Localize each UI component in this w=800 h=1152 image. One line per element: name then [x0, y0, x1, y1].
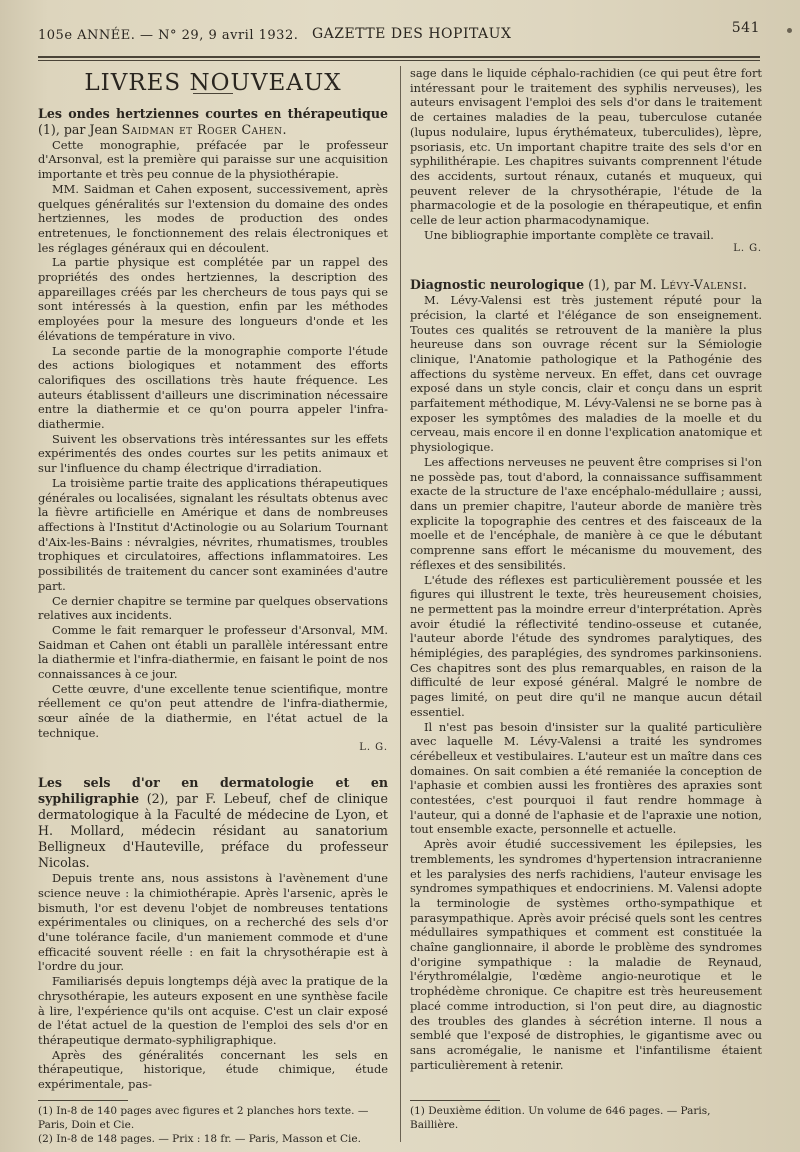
- article-heading: [38, 775, 388, 871]
- column-divider: [400, 66, 401, 1142]
- issue-line: 105e ANNÉE. — N° 29, 9 avril 1932.: [38, 28, 299, 43]
- signature: L. G.: [733, 243, 762, 255]
- footnote: (2) In-8 de 148 pages. — Prix : 18 fr. — Paris, Masson et Cie.: [38, 1133, 361, 1145]
- paragraph: Après des généralités concernant les sels en thérapeutique, historique, étude chimique, étude expérimentale, pas-: [38, 1047, 388, 1092]
- paragraph: La partie physique est complétée par un rappel des propriétés des ondes hertziennes, la description des appareillages créés par les chercheurs de tous pays qui se sont intéressés à la question, enfin par les méthodes employées pour la mesure des longueurs d'onde et les élévations de température in vivo.: [38, 255, 388, 343]
- paragraph: Ce dernier chapitre se termine par quelques observations relatives aux incidents.: [38, 593, 388, 623]
- left-column: [38, 66, 388, 1092]
- article-author: Lévy-Valensi.: [660, 277, 748, 293]
- journal-name: GAZETTE DES HOPITAUX: [312, 26, 512, 42]
- footnote: (1) In-8 de 140 pages avec figures et 2 planches hors texte. — Paris, Doin et Cie.: [38, 1105, 369, 1131]
- article-authors: Saidman et Roger Cahen.: [121, 121, 287, 137]
- paragraph: Les affections nerveuses ne peuvent être comprises si l'on ne possède pas, tout d'abord, la connaissance suffisamment exacte de la structure de l'axe encéphalo-médullaire ; aussi, dans un premier chapitre, l'auteur aborde de manière très explicite la topographie des centres et des faisceaux de la moelle et de l'encéphale, de manière à ce que le débutant comprenne sans effort le mécanisme du mouvement, des réflexes et des sensibilités.: [410, 454, 762, 572]
- paragraph: Une bibliographie importante complète ce travail.: [424, 227, 714, 242]
- article-byline: par Jean: [63, 121, 122, 137]
- paragraph: MM. Saidman et Cahen exposent, successivement, après quelques généralités sur l'extension du domaine des ondes hertziennes, les modes de production des ondes entretenues, le fonctionnement des relais électroniques et les réglages généraux qui en découlent.: [38, 181, 388, 255]
- paragraph: La troisième partie traite des applications thérapeutiques générales ou localisées, signalant les résultats obtenus avec la fièvre artificielle en Amérique et dans de nombreuses affections à l'Institut d'Actinologie ou au Solarium Tournant d'Aix-les-Bains : névralgies, névrites, rhumatismes, troubles trophiques et circulatoires, affections inflammatoires. Les possibilités de traitement du cancer sont examinées d'autre part.: [38, 475, 388, 593]
- header-rule: [38, 56, 760, 58]
- paragraph: Comme le fait remarquer le professeur d'Arsonval, MM. Saidman et Cahen ont établi un parallèle intéressant entre la diathermie et l'infra-diathermie, en faisant le point de nos connaissances à ce jour.: [38, 622, 388, 682]
- footnote-rule: [38, 1100, 128, 1101]
- article-byline: par M.: [613, 277, 661, 293]
- article-heading: [410, 277, 762, 293]
- paragraph: La seconde partie de la monographie comporte l'étude des actions biologiques et notamment des efforts calorifiques des oscillations très haute fréquence. Les auteurs établissent d'ailleurs une discrimination nécessaire entre la diathermie et ce qu'on pourra appeler l'infra-diathermie.: [38, 343, 388, 432]
- page-header: [38, 18, 760, 46]
- signature: L. G.: [359, 741, 388, 753]
- article-heading: [38, 106, 388, 138]
- right-column: [410, 66, 762, 1072]
- page-number: 541: [731, 20, 760, 36]
- footnote-ref: (1),: [38, 121, 64, 137]
- footnotes-left: [38, 1104, 388, 1146]
- paragraph: Cette monographie, préfacée par le professeur d'Arsonval, est la première qui paraisse sur une acquisition importante et très peu connue de la physiothérapie.: [38, 137, 388, 182]
- section-title: LIVRES NOUVEAUX: [84, 70, 342, 96]
- footnote: (1) Deuxième édition. Un volume de 646 pages. — Paris, Baillière.: [410, 1105, 711, 1131]
- paragraph: Depuis trente ans, nous assistons à l'avènement d'une science neuve : la chimiothérapie. Après l'arsenic, après le bismuth, l'or est devenu l'objet de nombreuses tentations expérimentales ou cliniques, on a recherché des sels d'or d'une tolérance facile, d'un maniement commode et d'une efficacité souvent réelle : en fait la chrysothérapie est à l'ordre du jour.: [38, 871, 388, 974]
- paragraph: M. Lévy-Valensi est très justement réputé pour la précision, la clarté et l'élégance de son enseignement. Toutes ces qualités se retrouvent de la manière la plus heureuse dans son ouvrage récent sur la Sémiologie clinique, l'Anatomie pathologique et la Pathogénie des affections du système nerveux. En effet, dans cet ouvrage exposé dans un style concis, clair et conçu dans un esprit parfaitement méthodique, M. Lévy-Valensi ne se borne pas à exposer les symptômes des maladies de la moelle et du cerveau, mais encore il en donne l'explication anatomique et physiologique.: [410, 293, 762, 455]
- paragraph: Familiarisés depuis longtemps déjà avec la pratique de la chrysothérapie, les auteurs exposent en une synthèse facile à lire, l'expérience qu'ils ont acquise. C'est un clair exposé de l'état actuel de la question de l'emploi des sels d'or en thérapeutique dermato-syphiligraphique.: [38, 974, 388, 1047]
- footnote-ref: (1),: [584, 277, 614, 293]
- paragraph: Il n'est pas besoin d'insister sur la qualité particulière avec laquelle M. Lévy-Valensi a traité les syndromes cérébelleux et vestibulaires. L'auteur est un maître dans ces domaines. On sait combien a été remaniée la conception de l'aphasie et combien aussi les frontières des apraxies sont contestées, c'est pourquoi il faut rendre hommage à l'auteur, qui a donné de l'aphasie et de l'apraxie une notion, tout ensemble exacte, personnelle et actuelle.: [410, 719, 762, 837]
- article-title: Les ondes hertziennes courtes en thérapeutique: [38, 105, 388, 121]
- footnotes-right: [410, 1104, 762, 1132]
- article-title: Les sels d'or en dermatologie et en syphiligraphie: [38, 775, 388, 807]
- article-title: Diagnostic neurologique: [410, 277, 585, 293]
- page-corner-mark: [787, 28, 792, 33]
- paragraph: Cette œuvre, d'une excellente tenue scientifique, montre réellement ce qu'on peut attendre de l'infra-diathermie, sœur aînée de la diathermie, en l'état actuel de la technique.: [38, 681, 388, 740]
- paragraph: L'étude des réflexes est particulièrement poussée et les figures qui illustrent le texte, très heureusement choisies, ne permettent pas la moindre erreur d'interprétation. Après avoir étudié la réflectivité tendino-osseuse et cutanée, l'auteur aborde l'étude des syndromes paralytiques, des hémiplégies, des paraplégies, des syndromes parkinsoniens. Ces chapitres sont des plus remarquables, en raison de la difficulté de leur exposé général. Malgré le nombre de pages limité, on peut dire qu'il ne manque aucun détail essentiel.: [410, 572, 762, 719]
- paragraph: sage dans le liquide céphalo-rachidien (ce qui peut être fort intéressant pour le traitement des syphilis nerveuses), les auteurs envisagent l'emploi des sels d'or dans le traitement de certaines maladies de la peau, tuberculose cutanée (lupus nodulaire, lupus érythémateux, tuberculides), lèpre, psoriasis, etc. Un important chapitre traite des sels d'or en syphilithérapie. Les chapitres suivants comprennent l'étude des accidents, surtout rénaux, cutanés et muqueux, qui peuvent relever de la chrysothérapie, l'étude de la pharmacologie et de la posologie en thérapeutique, et enfin celle de leur action pharmacodynamique.: [410, 66, 762, 228]
- article-byline: par F. Lebeuf, chef de clinique dermatologique à la Faculté de médecine de Lyon, et H. Mollard, médecin résidant au sanatorium Belligneux d'Hauteville, préface du professeur Nicolas.: [38, 791, 388, 871]
- paragraph: Après avoir étudié successivement les épilepsies, les tremblements, les syndromes d'hypertension intracranienne et les paralysies des nerfs rachidiens, l'auteur envisage les syndromes sympathiques et endocriniens. M. Valensi adopte la terminologie de systèmes ortho-sympathique et parasympathique. Après avoir précisé quels sont les centres médullaires sympathiques et comment est constituée la chaîne ganglionnaire, il aborde le problème des syndromes d'origine sympathique : la maladie de Reynaud, l'érythromélalgie, l'œdème angio-neurotique et le trophédème chronique. Ce chapitre est très heureusement placé comme introduction, si l'on peut dire, au diagnostic des troubles des glandes à sécrétion interne. Il nous a semblé que l'exposé de distrophies, le gigantisme avec ou sans acromégalie, le nanisme et l'infantilisme étaient particulièrement à retenir.: [410, 837, 762, 1072]
- footnote-ref: (2),: [139, 791, 177, 807]
- header-rule-thin: [38, 60, 760, 61]
- paragraph: Suivent les observations très intéressantes sur les effets expérimentés des ondes courtes sur les petits animaux et sur l'influence du champ électrique d'irradiation.: [38, 431, 388, 476]
- footnote-rule: [410, 1100, 500, 1101]
